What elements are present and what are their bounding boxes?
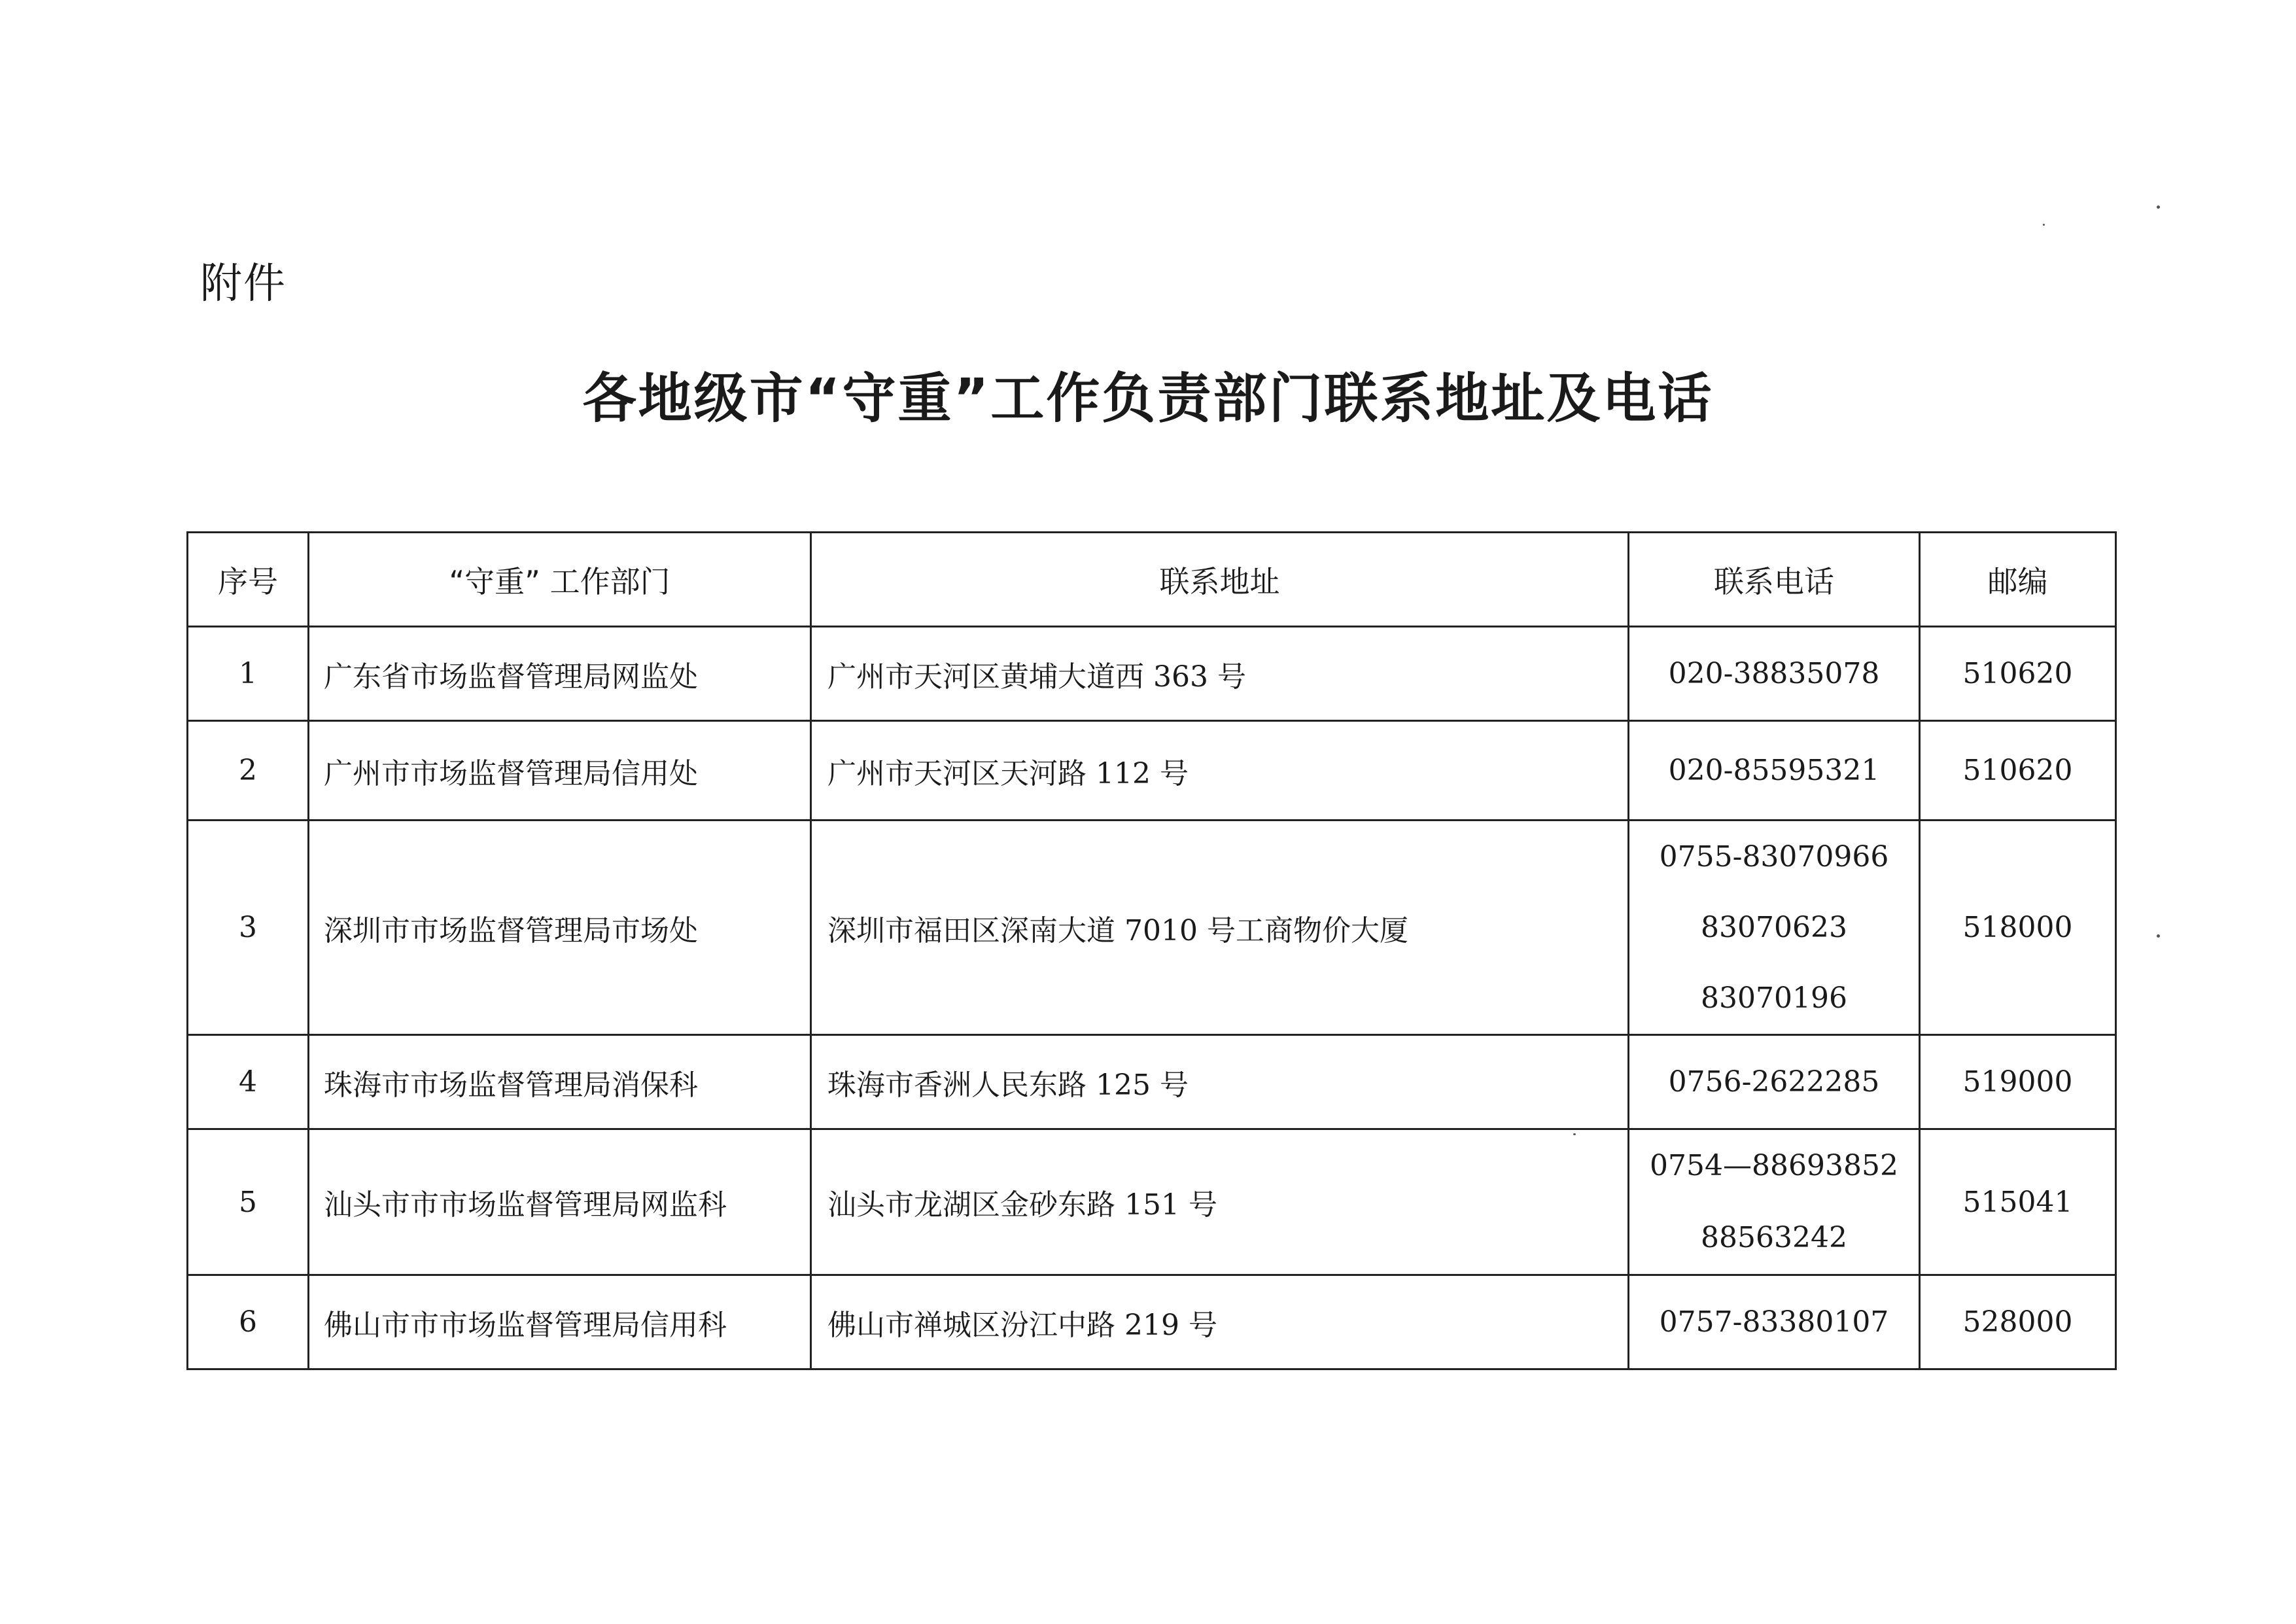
cell-no: 1 xyxy=(188,627,309,721)
cell-address: 广州市天河区黄埔大道西 363 号 xyxy=(811,627,1629,721)
cell-phone xyxy=(1629,1275,1920,1369)
scan-speck xyxy=(2157,205,2160,209)
document-title: 各地级市“守重”工作负责部门联系地址及电话 xyxy=(582,368,1714,430)
cell-zip: 518000 xyxy=(1920,821,2116,1035)
table-row xyxy=(188,821,2116,1035)
cell-address: 珠海市香洲人民东路 125 号 xyxy=(811,1035,1629,1129)
cell-address: 佛山市禅城区汾江中路 219 号 xyxy=(811,1275,1629,1369)
cell-no: 5 xyxy=(188,1129,309,1275)
cell-no: 6 xyxy=(188,1275,309,1369)
cell-department: 珠海市市场监督管理局消保科 xyxy=(309,1035,811,1129)
table-row xyxy=(188,1275,2116,1369)
phone-number: 020-38835078 xyxy=(1668,656,1880,690)
header-department: “守重” 工作部门 xyxy=(309,533,811,627)
cell-zip: 519000 xyxy=(1920,1035,2116,1129)
header-address: 联系地址 xyxy=(811,533,1629,627)
scan-speck xyxy=(1573,1133,1576,1135)
cell-department: 汕头市市市场监督管理局网监科 xyxy=(309,1129,811,1275)
cell-zip: 510620 xyxy=(1920,721,2116,821)
table-row xyxy=(188,1129,2116,1275)
cell-department: 佛山市市市场监督管理局信用科 xyxy=(309,1275,811,1369)
cell-zip: 515041 xyxy=(1920,1129,2116,1275)
cell-no: 2 xyxy=(188,721,309,821)
cell-phone xyxy=(1629,1129,1920,1275)
cell-no: 3 xyxy=(188,821,309,1035)
header-zip: 邮编 xyxy=(1920,533,2116,627)
cell-address: 深圳市福田区深南大道 7010 号工商物价大厦 xyxy=(811,821,1629,1035)
cell-phone xyxy=(1629,721,1920,821)
attachment-label: 附件 xyxy=(200,260,287,308)
table-row xyxy=(188,721,2116,821)
phone-number: 83070196 xyxy=(1701,981,1847,1015)
cell-zip: 528000 xyxy=(1920,1275,2116,1369)
cell-address: 汕头市龙湖区金砂东路 151 号 xyxy=(811,1129,1629,1275)
phone-number: 0756-2622285 xyxy=(1668,1065,1880,1099)
phone-number: 0755-83070966 xyxy=(1659,839,1889,874)
scan-speck xyxy=(2043,224,2045,226)
table-row xyxy=(188,1035,2116,1129)
cell-address: 广州市天河区天河路 112 号 xyxy=(811,721,1629,821)
contacts-table xyxy=(186,531,2117,1370)
cell-department: 广州市市场监督管理局信用处 xyxy=(309,721,811,821)
phone-number: 0757-83380107 xyxy=(1659,1305,1889,1339)
header-no: 序号 xyxy=(188,533,309,627)
header-phone: 联系电话 xyxy=(1629,533,1920,627)
phone-number: 83070623 xyxy=(1701,910,1847,944)
cell-phone xyxy=(1629,821,1920,1035)
cell-phone xyxy=(1629,627,1920,721)
cell-zip: 510620 xyxy=(1920,627,2116,721)
table-row xyxy=(188,627,2116,721)
cell-department: 广东省市场监督管理局网监处 xyxy=(309,627,811,721)
cell-no: 4 xyxy=(188,1035,309,1129)
phone-number: 88563242 xyxy=(1701,1221,1847,1254)
phone-number: 0754—88693852 xyxy=(1650,1149,1898,1182)
phone-number: 020-85595321 xyxy=(1668,753,1880,787)
cell-phone xyxy=(1629,1035,1920,1129)
scan-speck xyxy=(2157,934,2160,938)
table-header-row xyxy=(188,533,2116,627)
cell-department: 深圳市市场监督管理局市场处 xyxy=(309,821,811,1035)
